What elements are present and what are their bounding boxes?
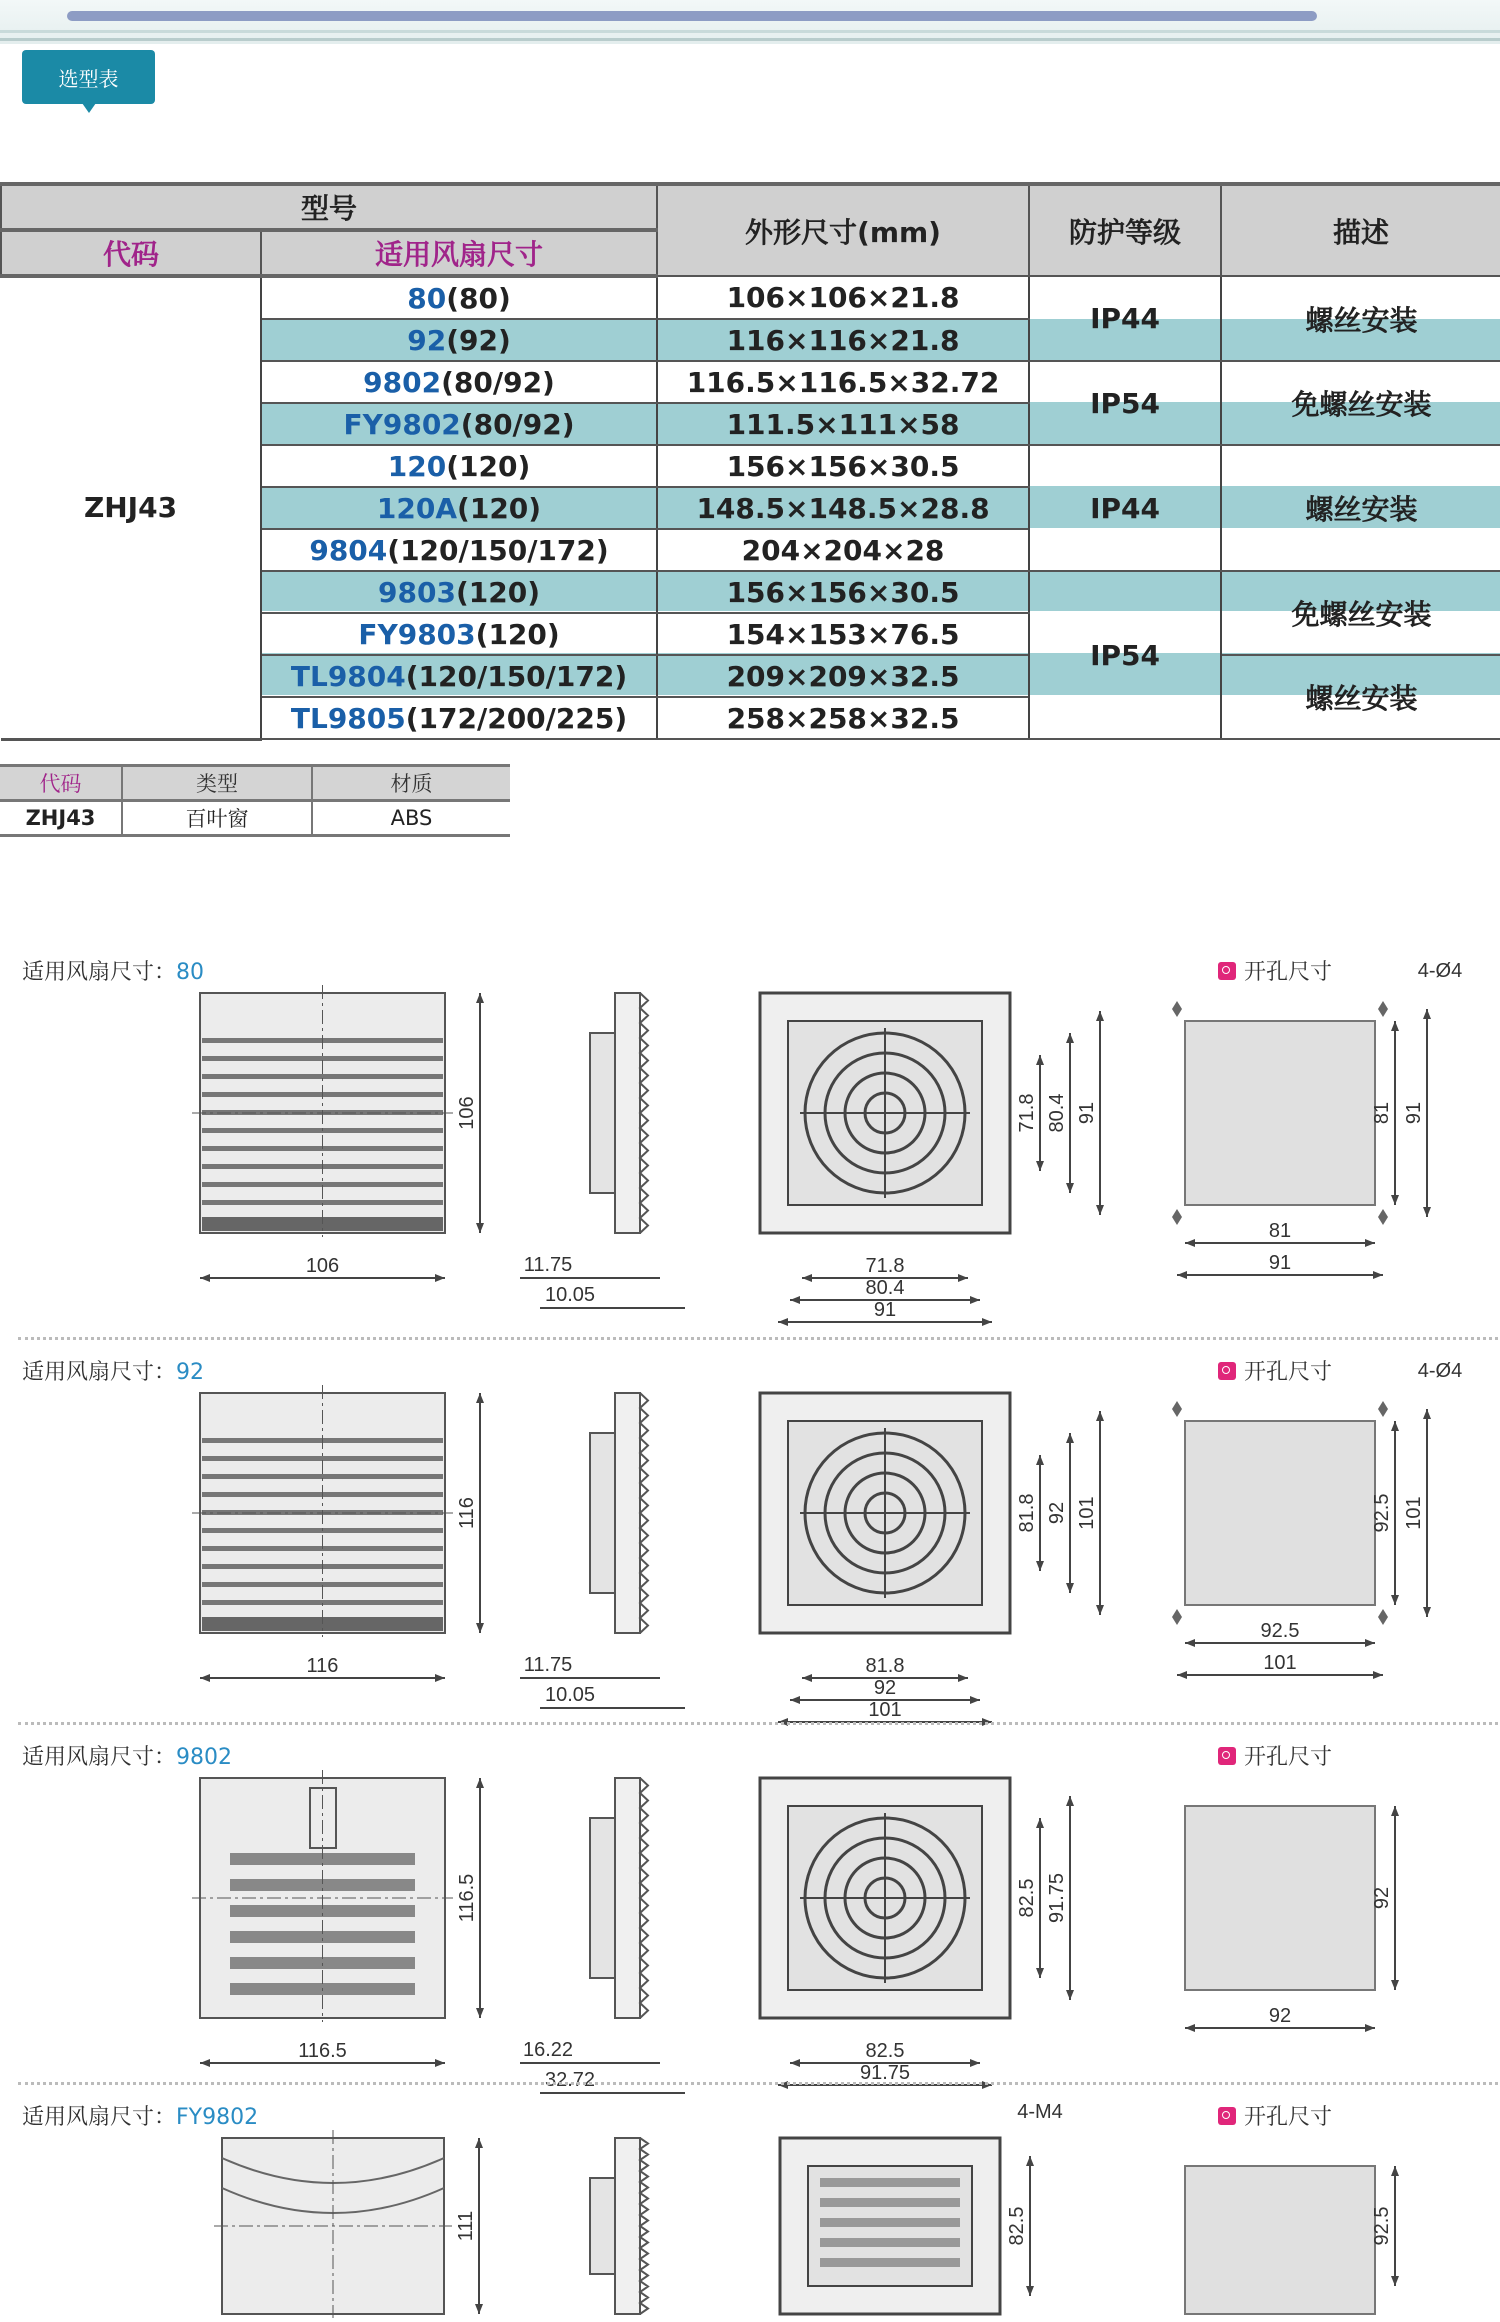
ip-rating-cell: IP44 [1029,445,1221,571]
side-view-body [590,1818,615,1978]
grille-slot [820,2258,960,2267]
dimension-label: 11.75 [523,1254,573,1276]
dimension-label: 91.75 [859,2062,911,2084]
cutout-caption: 开孔尺寸 [1244,1745,1333,1770]
dimension-label: 91 [1268,1252,1292,1274]
fan-cell [261,445,657,487]
header-desc: 描述 [1221,184,1500,276]
dimension-label: 81.8 [865,1655,905,1677]
panel-cutout [1185,2166,1375,2314]
fan-size: (80/92) [441,365,555,399]
fan-size: (120) [475,617,560,651]
dimension-label: 81 [1268,1220,1292,1242]
mounting-hole-icon [1172,1001,1182,1017]
dims-cell: 204×204×28 [657,529,1029,571]
dims-cell: 111.5×111×58 [657,403,1029,445]
dimension-label: 92 [1046,1501,1068,1525]
dimension-label: 101 [1263,1652,1297,1674]
description-cell: 螺丝安装 [1221,276,1500,361]
mounting-hole-icon [1378,1609,1388,1625]
technical-drawing [0,1740,1500,2095]
panel-cutout [1185,1421,1375,1605]
description-cell: 免螺丝安装 [1221,571,1500,655]
section-divider [18,1722,1498,1725]
fan-cell [261,571,657,613]
side-view [615,1393,640,1633]
model-number: TL9804 [290,659,406,693]
model-number: FY9802 [343,407,461,441]
dimension-label: 92 [1268,2005,1292,2027]
divider [0,38,1500,41]
header-fan-size: 适用风扇尺寸 [261,230,657,276]
side-view-body [590,2178,615,2274]
selection-table [0,182,1500,741]
header-ip: 防护等级 [1029,184,1221,276]
top-scroll-bar[interactable] [67,11,1317,21]
dimension-label: 111 [455,2210,477,2242]
fan-size: (92) [446,323,511,357]
mounting-hole-icon [1378,1001,1388,1017]
dimension-label: 82.5 [865,2040,905,2062]
dimension-label: 101 [1076,1496,1098,1530]
dimension-label: 82.5 [1016,1878,1038,1918]
mounting-hole-icon [1172,1209,1182,1225]
drawing-section-9802 [0,1740,1500,2095]
spec-code: ZHJ43 [0,801,122,836]
dims-cell: 116×116×21.8 [657,319,1029,361]
side-louver-profile [640,993,648,1233]
fan-cell [261,487,657,529]
cutout-caption: 开孔尺寸 [1244,1360,1333,1385]
side-louver-profile [640,1778,648,2018]
fan-cell [261,403,657,445]
dimension-label: 116.5 [298,2040,347,2062]
dims-cell: 156×156×30.5 [657,571,1029,613]
dimension-label: 106 [305,1255,340,1277]
dimension-label: 91 [1076,1101,1098,1125]
model-number: 9804 [309,533,388,567]
technical-drawing [0,955,1500,1350]
model-number: 9802 [363,365,442,399]
grille-slot [820,2218,960,2227]
model-number: 120A [376,491,458,525]
spec-type: 百叶窗 [122,801,312,836]
fan-size: (120/150/172) [405,659,628,693]
dimension-label: 116 [456,1497,478,1529]
dimension-label: 106 [456,1096,478,1130]
table-row [1,276,1500,319]
fan-cell [261,319,657,361]
panel-cutout [1185,1021,1375,1205]
fan-size: (120) [457,491,542,525]
header-code: 代码 [1,230,261,276]
section-divider [18,1337,1498,1340]
model-number: FY9803 [358,617,476,651]
mounting-hole-icon [1172,1401,1182,1417]
header-dims: 外形尺寸(mm) [657,184,1029,276]
hole-spec-label: 4-Ø4 [1417,1360,1463,1382]
fan-size: (80/92) [460,407,575,441]
side-view [615,993,640,1233]
ip-rating-cell: IP44 [1029,276,1221,361]
drawing-section-80 [0,955,1500,1350]
divider [0,30,1500,33]
dimension-label: 116.5 [456,1873,478,1923]
dimension-label: 92.5 [1371,2206,1393,2246]
spec-material: ABS [312,801,510,836]
side-louver-profile [640,1393,648,1633]
ip-rating-cell: IP54 [1029,571,1221,739]
grille-slot [820,2238,960,2247]
fan-cell [261,276,657,319]
hole-spec-label: 4-M4 [1017,2101,1063,2123]
grille-slot [820,2178,960,2187]
fan-size-caption: 适用风扇尺寸： [22,960,177,985]
mounting-hole-icon [1378,1209,1388,1225]
side-louver-profile [640,2138,648,2314]
fan-size-caption: 适用风扇尺寸： [22,1360,177,1385]
fan-size-caption: 适用风扇尺寸： [22,1745,177,1770]
dimension-label: 101 [868,1699,902,1721]
fan-size: (80) [446,281,511,315]
fan-cell [261,655,657,697]
cutout-caption: 开孔尺寸 [1244,960,1333,985]
dims-cell: 209×209×32.5 [657,655,1029,697]
model-number: TL9805 [290,701,406,735]
dimension-label: 91 [873,1299,897,1321]
dimension-label: 32.72 [544,2069,596,2091]
dimension-label: 116 [306,1655,339,1677]
dimension-label: 80.4 [1046,1093,1068,1133]
spec-header-type: 类型 [122,766,312,801]
fan-size-value: 9802 [176,1745,233,1770]
fan-cell [261,361,657,403]
dimension-label: 16.22 [522,2039,574,2061]
dims-cell: 156×156×30.5 [657,445,1029,487]
dimension-label: 80.4 [865,1277,905,1299]
fan-cell [261,529,657,571]
drawing-section-FY9802 [0,2100,1500,2322]
dimension-label: 91 [1403,1101,1425,1125]
fan-size: (120) [446,449,531,483]
dimension-label: 81 [1371,1101,1393,1125]
selection-table-tag: 选型表 [22,50,155,104]
dims-cell: 148.5×148.5×28.8 [657,487,1029,529]
model-number: 9803 [378,575,456,609]
spec-table [0,764,510,837]
model-number: 92 [407,323,447,357]
header-model: 型号 [1,184,657,230]
dims-cell: 106×106×21.8 [657,276,1029,319]
dimension-label: 92.5 [1260,1620,1300,1642]
model-number: 80 [407,281,447,315]
spec-header-code: 代码 [0,766,122,801]
fan-size: (120) [455,575,540,609]
fan-size-caption: 适用风扇尺寸： [22,2105,177,2130]
dims-cell: 116.5×116.5×32.72 [657,361,1029,403]
dims-cell: 258×258×32.5 [657,697,1029,739]
dimension-label: 10.05 [544,1284,596,1306]
drawing-section-92 [0,1355,1500,1737]
model-number: 120 [387,449,447,483]
dimension-label: 71.8 [1016,1093,1038,1133]
cutout-caption: 开孔尺寸 [1244,2105,1333,2130]
description-cell: 螺丝安装 [1221,445,1500,571]
dimension-label: 92 [873,1677,897,1699]
spec-header-material: 材质 [312,766,510,801]
section-divider [18,2082,1498,2085]
dimension-label: 11.75 [523,1654,573,1676]
fan-cell [261,613,657,655]
technical-drawing [0,1355,1500,1737]
fan-size-value: FY9802 [176,2105,259,2130]
fan-cell [261,697,657,739]
dimension-label: 92.5 [1371,1493,1393,1533]
dimension-label: 82.5 [1006,2206,1028,2246]
dimension-label: 10.05 [544,1684,596,1706]
side-view-body [590,1033,615,1193]
dims-cell: 154×153×76.5 [657,613,1029,655]
ip-rating-cell: IP54 [1029,361,1221,445]
description-cell: 螺丝安装 [1221,655,1500,739]
description-cell: 免螺丝安装 [1221,361,1500,445]
grille-slot [820,2198,960,2207]
side-view-body [590,1433,615,1593]
panel-cutout [1185,1806,1375,1990]
fan-size-value: 80 [176,960,205,985]
dimension-label: 81.8 [1016,1493,1038,1533]
side-view [615,1778,640,2018]
dimension-label: 92 [1371,1886,1393,1910]
fan-size-value: 92 [176,1360,205,1385]
mounting-hole-icon [1378,1401,1388,1417]
hole-spec-label: 4-Ø4 [1417,960,1463,982]
mounting-hole-icon [1172,1609,1182,1625]
dimension-label: 91.75 [1046,1872,1068,1924]
fan-size: (172/200/225) [405,701,628,735]
dimension-label: 101 [1403,1496,1425,1530]
side-view [615,2138,640,2314]
dimension-label: 71.8 [865,1255,905,1277]
technical-drawing [0,2100,1500,2322]
fan-size: (120/150/172) [387,533,609,567]
code-cell: ZHJ43 [1,276,261,739]
